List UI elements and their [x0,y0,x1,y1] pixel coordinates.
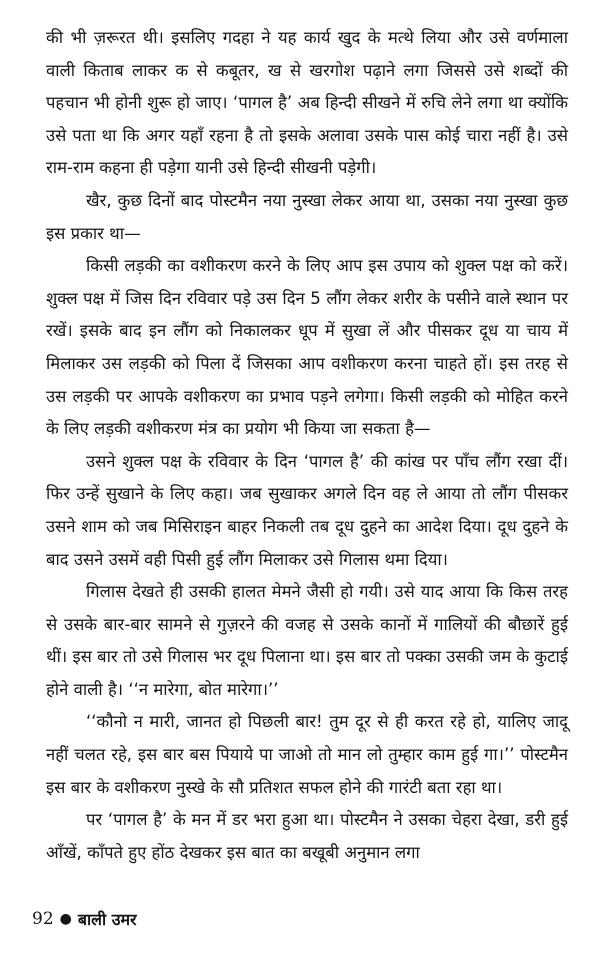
book-title: बाली उमर [77,910,137,929]
paragraph-2: खैर, कुछ दिनों बाद पोस्टमैन नया नुस्खा लेकर आया था, उसका नया नुस्खा कुछ इस प्रकार था— [46,190,568,243]
body-text [46,22,568,869]
page-footer [32,908,137,930]
paragraph-1: की भी ज़रूरत थी। इसलिए गदहा ने यह कार्य खुद के मत्थे लिया और उसे वर्णमाला वाली किताब लाकर क से कबूतर, ख से खरगोश पढ़ाने लगा जिससे उसे शब्दों की पहचान भी होनी शुरू हो जाए। ‘पागल है’ अब हिन्दी सीखने में रुचि लेने लगा था क्योंकि उसे पता था कि अगर यहाँ रहना है तो इसके अलावा उसके पास कोई चारा नहीं है। उसे राम-राम कहना ही पड़ेगा यानी उसे हिन्दी सीखनी पड़ेगी। [46,28,568,178]
paragraph-3: किसी लड़की का वशीकरण करने के लिए आप इस उपाय को शुक्ल पक्ष को करें। शुक्ल पक्ष में जिस दिन रविवार पड़े उस दिन 5 लौंग लेकर शरीर के पसीने वाले स्थान पर रखें। इसके बाद इन लौंग को निकालकर धूप में सुखा लें और पीसकर दूध या चाय में मिलाकर उस लड़की को पिला दें जिसका आप वशीकरण करना चाहते हों। इस तरह से उस लड़की पर आपके वशीकरण का प्रभाव पड़ने लगेगा। किसी लड़की को मोहित करने के लिए लड़की वशीकरण मंत्र का प्रयोग भी किया जा सकता है— [46,256,568,439]
paragraph-6: ‘‘कौनो न मारी, जानत हो पिछली बार! तुम दूर से ही करत रहे हो, यालिए जादू नहीं चलत रहे, इस बार बस पियाये पा जाओ तो मान लो तुम्हार काम हुई गा।’’ पोस्टमैन इस बार के वशीकरण नुस्खे के सौ प्रतिशत सफल होने की गारंटी बता रहा था। [46,712,568,797]
paragraph-4: उसने शुक्ल पक्ष के रविवार के दिन ‘पागल है’ की कांख पर पाँच लौंग रखा दीं। फिर उन्हें सुखाने के लिए कहा। जब सुखाकर अगले दिन वह ले आया तो लौंग पीसकर उसने शाम को जब मिसिराइन बाहर निकली तब दूध दुहने का आदेश दिया। दूध दुहने के बाद उसने उसमें वही पिसी हुई लौंग मिलाकर उसे गिलास थमा दिया। [46,451,568,569]
bullet-icon: ● [59,911,72,927]
paragraph-7: पर ‘पागल है’ के मन में डर भरा हुआ था। पोस्टमैन ने उसका चेहरा देखा, डरी हुई आँखें, काँपते हुए होंठ देखकर इस बात का बखूबी अनुमान लगा [46,810,568,862]
page-number: 92 [32,909,54,929]
paragraph-5: गिलास देखते ही उसकी हालत मेमने जैसी हो गयी। उसे याद आया कि किस तरह से उसके बार-बार सामने से गुज़रने की वजह से उसके कानों में गालियों की बौछारें हुई थीं। इस बार तो उसे गिलास भर दूध पिलाना था। इस बार तो पक्का उसकी जम के कुटाई होने वाली है। ‘‘न मारेगा, बोत मारेगा।’’ [46,582,568,699]
